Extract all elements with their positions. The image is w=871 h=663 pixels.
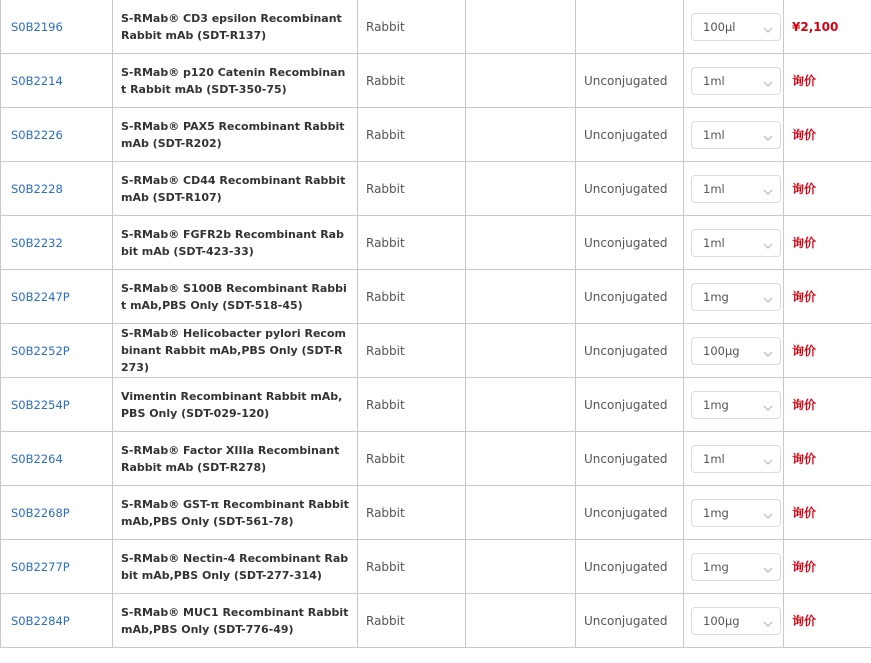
size-select-value: 100μg: [703, 613, 740, 628]
product-name-cell: [113, 162, 358, 216]
product-code-link[interactable]: S0B2254P: [11, 397, 70, 412]
price-label: 询价: [792, 398, 817, 412]
size-select-value: 1mg: [703, 397, 729, 412]
conjugate-cell: [576, 324, 684, 378]
size-select[interactable]: [691, 553, 781, 581]
product-code-cell: [1, 324, 113, 378]
size-cell: [684, 270, 784, 324]
table-row: [1, 108, 871, 162]
product-code-cell: [1, 540, 113, 594]
size-select-value: 100μl: [703, 19, 736, 34]
product-code-cell: [1, 378, 113, 432]
table-row: [1, 162, 871, 216]
size-cell: [684, 378, 784, 432]
price-label: 询价: [792, 182, 817, 196]
product-name: S-RMab® CD3 epsilon Recombinant Rabbit mAb (SDT-R137): [121, 11, 342, 42]
product-code-cell: [1, 54, 113, 108]
product-name: S-RMab® PAX5 Recombinant Rabbit mAb (SDT-R202): [121, 119, 345, 150]
product-name: S-RMab® Helicobacter pylori Recombinant Rabbit mAb,PBS Only (SDT-R273): [121, 327, 346, 374]
product-name-cell: [113, 216, 358, 270]
empty-cell: [466, 594, 576, 648]
price-label: 询价: [792, 560, 817, 574]
product-name: S-RMab® p120 Catenin Recombinant Rabbit mAb (SDT-350-75): [121, 65, 346, 96]
product-code-link[interactable]: S0B2228: [11, 181, 63, 196]
chevron-down-icon: [763, 455, 773, 463]
host-cell: [358, 540, 466, 594]
product-name: S-RMab® GST-π Recombinant Rabbit mAb,PBS Only (SDT-561-78): [121, 497, 349, 528]
size-cell: [684, 108, 784, 162]
chevron-down-icon: [763, 77, 773, 85]
size-select-value: 100μg: [703, 343, 740, 358]
conjugate-label: Unconjugated: [584, 397, 668, 412]
product-code-link[interactable]: S0B2277P: [11, 559, 70, 574]
product-name-cell: [113, 270, 358, 324]
price-cell: [784, 216, 871, 270]
table-row: [1, 594, 871, 648]
price-cell: [784, 486, 871, 540]
product-code-link[interactable]: S0B2268P: [11, 505, 70, 520]
product-name: S-RMab® S100B Recombinant Rabbit mAb,PBS Only (SDT-518-45): [121, 281, 347, 312]
conjugate-label: Unconjugated: [584, 235, 668, 250]
empty-cell: [466, 162, 576, 216]
size-cell: [684, 486, 784, 540]
size-cell: [684, 162, 784, 216]
conjugate-label: Unconjugated: [584, 451, 668, 466]
host-cell: [358, 0, 466, 54]
host-species: Rabbit: [366, 19, 405, 34]
product-code-link[interactable]: S0B2232: [11, 235, 63, 250]
size-cell: [684, 54, 784, 108]
host-species: Rabbit: [366, 505, 405, 520]
conjugate-label: Unconjugated: [584, 73, 668, 88]
price-cell: [784, 108, 871, 162]
product-name-cell: [113, 108, 358, 162]
chevron-down-icon: [763, 617, 773, 625]
conjugate-cell: [576, 216, 684, 270]
size-select[interactable]: [691, 391, 781, 419]
conjugate-label: Unconjugated: [584, 505, 668, 520]
size-cell: [684, 216, 784, 270]
conjugate-label: Unconjugated: [584, 559, 668, 574]
price-label: 询价: [792, 74, 817, 88]
price-cell: [784, 0, 871, 54]
size-select-value: 1mg: [703, 289, 729, 304]
conjugate-cell: [576, 378, 684, 432]
price-label: 询价: [792, 128, 817, 142]
size-select[interactable]: [691, 445, 781, 473]
product-code-link[interactable]: S0B2252P: [11, 343, 70, 358]
product-name-cell: [113, 54, 358, 108]
price-cell: [784, 378, 871, 432]
product-name-cell: [113, 486, 358, 540]
size-cell: [684, 594, 784, 648]
product-code-cell: [1, 108, 113, 162]
product-code-link[interactable]: S0B2196: [11, 19, 63, 34]
product-code-cell: [1, 432, 113, 486]
conjugate-cell: [576, 594, 684, 648]
chevron-down-icon: [763, 563, 773, 571]
host-cell: [358, 324, 466, 378]
price-label: ¥2,100: [792, 19, 839, 34]
table-row: [1, 270, 871, 324]
host-cell: [358, 108, 466, 162]
size-cell: [684, 324, 784, 378]
conjugate-label: Unconjugated: [584, 613, 668, 628]
empty-cell: [466, 540, 576, 594]
empty-cell: [466, 486, 576, 540]
price-label: 询价: [792, 344, 817, 358]
host-cell: [358, 270, 466, 324]
table-row: [1, 486, 871, 540]
size-select-value: 1ml: [703, 451, 725, 466]
price-label: 询价: [792, 290, 817, 304]
empty-cell: [466, 54, 576, 108]
chevron-down-icon: [763, 401, 773, 409]
size-select[interactable]: [691, 121, 781, 149]
price-cell: [784, 162, 871, 216]
conjugate-cell: [576, 0, 684, 54]
chevron-down-icon: [763, 239, 773, 247]
empty-cell: [466, 216, 576, 270]
table-row: [1, 216, 871, 270]
size-cell: [684, 432, 784, 486]
size-select-value: 1mg: [703, 505, 729, 520]
product-name: S-RMab® Nectin-4 Recombinant Rabbit mAb,PBS Only (SDT-277-314): [121, 551, 349, 582]
chevron-down-icon: [763, 293, 773, 301]
host-species: Rabbit: [366, 613, 405, 628]
size-cell: [684, 540, 784, 594]
product-code-cell: [1, 0, 113, 54]
product-name: Vimentin Recombinant Rabbit mAb,PBS Only (SDT-029-120): [121, 389, 343, 420]
host-species: Rabbit: [366, 559, 405, 574]
size-select-value: 1ml: [703, 73, 725, 88]
empty-cell: [466, 270, 576, 324]
product-code-link[interactable]: S0B2226: [11, 127, 63, 142]
price-cell: [784, 432, 871, 486]
price-cell: [784, 540, 871, 594]
conjugate-label: Unconjugated: [584, 181, 668, 196]
host-cell: [358, 594, 466, 648]
conjugate-cell: [576, 270, 684, 324]
size-select-value: 1ml: [703, 235, 725, 250]
size-select[interactable]: [691, 607, 781, 635]
host-cell: [358, 54, 466, 108]
size-select[interactable]: [691, 499, 781, 527]
product-code-cell: [1, 594, 113, 648]
conjugate-label: Unconjugated: [584, 343, 668, 358]
size-select[interactable]: [691, 337, 781, 365]
host-species: Rabbit: [366, 289, 405, 304]
conjugate-cell: [576, 162, 684, 216]
host-species: Rabbit: [366, 127, 405, 142]
price-label: 询价: [792, 614, 817, 628]
product-name: S-RMab® CD44 Recombinant Rabbit mAb (SDT-R107): [121, 173, 346, 204]
product-name-cell: [113, 540, 358, 594]
product-name-cell: [113, 594, 358, 648]
price-label: 询价: [792, 236, 817, 250]
product-name-cell: [113, 0, 358, 54]
product-name-cell: [113, 324, 358, 378]
empty-cell: [466, 432, 576, 486]
empty-cell: [466, 378, 576, 432]
empty-cell: [466, 324, 576, 378]
price-cell: [784, 54, 871, 108]
product-name-cell: [113, 432, 358, 486]
conjugate-label: Unconjugated: [584, 127, 668, 142]
chevron-down-icon: [763, 509, 773, 517]
size-select[interactable]: [691, 175, 781, 203]
host-cell: [358, 162, 466, 216]
host-cell: [358, 486, 466, 540]
host-species: Rabbit: [366, 343, 405, 358]
host-species: Rabbit: [366, 181, 405, 196]
product-table-body: [1, 0, 871, 648]
table-row: [1, 54, 871, 108]
size-select[interactable]: [691, 283, 781, 311]
host-species: Rabbit: [366, 73, 405, 88]
product-code-cell: [1, 486, 113, 540]
host-species: Rabbit: [366, 451, 405, 466]
size-select[interactable]: [691, 229, 781, 257]
table-row: [1, 540, 871, 594]
chevron-down-icon: [763, 23, 773, 31]
size-select[interactable]: [691, 67, 781, 95]
size-select-value: 1ml: [703, 181, 725, 196]
size-select-value: 1mg: [703, 559, 729, 574]
conjugate-cell: [576, 432, 684, 486]
table-row: [1, 432, 871, 486]
conjugate-cell: [576, 486, 684, 540]
conjugate-cell: [576, 540, 684, 594]
price-cell: [784, 324, 871, 378]
price-label: 询价: [792, 506, 817, 520]
product-code-cell: [1, 216, 113, 270]
table-row: [1, 324, 871, 378]
empty-cell: [466, 108, 576, 162]
price-cell: [784, 594, 871, 648]
product-code-link[interactable]: S0B2214: [11, 73, 63, 88]
host-cell: [358, 432, 466, 486]
product-code-link[interactable]: S0B2284P: [11, 613, 70, 628]
table-row: [1, 0, 871, 54]
conjugate-cell: [576, 108, 684, 162]
table-row: [1, 378, 871, 432]
price-cell: [784, 270, 871, 324]
product-name: S-RMab® FGFR2b Recombinant Rabbit mAb (SDT-423-33): [121, 227, 344, 258]
product-code-cell: [1, 162, 113, 216]
product-name: S-RMab® Factor XIIIa Recombinant Rabbit mAb (SDT-R278): [121, 443, 340, 474]
price-label: 询价: [792, 452, 817, 466]
product-code-link[interactable]: S0B2264: [11, 451, 63, 466]
product-name: S-RMab® MUC1 Recombinant Rabbit mAb,PBS Only (SDT-776-49): [121, 605, 349, 636]
chevron-down-icon: [763, 347, 773, 355]
product-code-link[interactable]: S0B2247P: [11, 289, 70, 304]
chevron-down-icon: [763, 185, 773, 193]
size-select-value: 1ml: [703, 127, 725, 142]
empty-cell: [466, 0, 576, 54]
product-code-cell: [1, 270, 113, 324]
host-cell: [358, 216, 466, 270]
size-select[interactable]: [691, 13, 781, 41]
product-name-cell: [113, 378, 358, 432]
conjugate-cell: [576, 54, 684, 108]
host-species: Rabbit: [366, 397, 405, 412]
chevron-down-icon: [763, 131, 773, 139]
size-cell: [684, 0, 784, 54]
conjugate-label: Unconjugated: [584, 289, 668, 304]
host-cell: [358, 378, 466, 432]
host-species: Rabbit: [366, 235, 405, 250]
